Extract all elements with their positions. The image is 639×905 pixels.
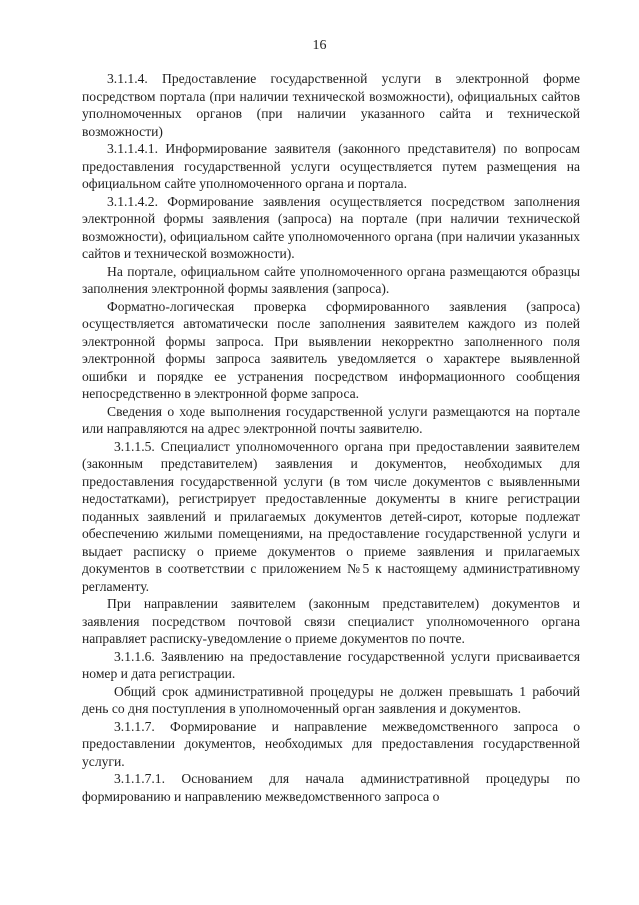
page-number: 16 <box>312 38 327 53</box>
paragraph-postal-submission: При направлении заявителем (законным представителем) документов и заявления посредством почтовой связи специалист уполномоченного органа направляет расписку-уведомление о приеме документов по почте. <box>82 596 580 646</box>
paragraph-3-1-1-5: 3.1.1.5. Специалист уполномоченного органа при предоставлении заявителем (законным представителем) заявления и документов, необходимых для предоставления государственной услуги (в том числе документов с выявленными недостатками), регистрирует предоставленные документы в книге регистрации поданных заявлений и прилагаемых документов детей-сирот, которые подлежат обеспечению жилыми помещениями, на предоставление государственной услуги и выдает расписку о приеме документов о приеме заявления и прилагаемых документов в соответствии с приложением №5 к настоящему административному регламенту. <box>82 438 580 594</box>
paragraph-portal-samples: На портале, официальном сайте уполномоченного органа размещаются образцы заполнения электронной формы заявления (запроса). <box>82 263 580 296</box>
paragraph-format-check: Форматно-логическая проверка сформированного заявления (запроса) осуществляется автоматически после заполнения заявителем каждого из полей электронной формы запроса. При выявлении некорректно заполненного поля электронной формы запроса заявитель уведомляется о характере выявленной ошибки и порядке ее устранения посредством информационного сообщения непосредственно в электронной форме запроса. <box>82 298 580 401</box>
paragraph-3-1-1-7-1: 3.1.1.7.1. Основанием для начала административной процедуры по формированию и направлению межведомственного запроса о <box>82 771 580 804</box>
paragraph-3-1-1-6: 3.1.1.6. Заявлению на предоставление государственной услуги присваивается номер и дата регистрации. <box>82 648 580 681</box>
paragraph-3-1-1-4: 3.1.1.4. Предоставление государственной услуги в электронной форме посредством портала (при наличии технической возможности), официальных сайтов уполномоченных органов (при наличии указанного сайта и технической возможности) <box>82 71 580 139</box>
paragraph-procedure-term: Общий срок административной процедуры не должен превышать 1 рабочий день со дня поступления в уполномоченный орган заявления и документов. <box>82 683 580 716</box>
paragraph-3-1-1-7: 3.1.1.7. Формирование и направление межведомственного запроса о предоставлении документов, необходимых для предоставления государственной услуги. <box>82 718 580 769</box>
paragraph-3-1-1-4-2: 3.1.1.4.2. Формирование заявления осуществляется посредством заполнения электронной формы заявления (запроса) на портале (при наличии технической возможности), официальном сайте уполномоченного органа (при наличии указанных сайтов и технической возможности). <box>82 193 580 261</box>
paragraph-3-1-1-4-1: 3.1.1.4.1. Информирование заявителя (законного представителя) по вопросам предоставления государственной услуги осуществляется путем размещения на официальном сайте уполномоченного органа и портала. <box>82 141 580 191</box>
paragraph-progress-info: Сведения о ходе выполнения государственной услуги размещаются на портале или направляются на адрес электронной почты заявителю. <box>82 403 580 436</box>
document-body <box>82 70 580 805</box>
